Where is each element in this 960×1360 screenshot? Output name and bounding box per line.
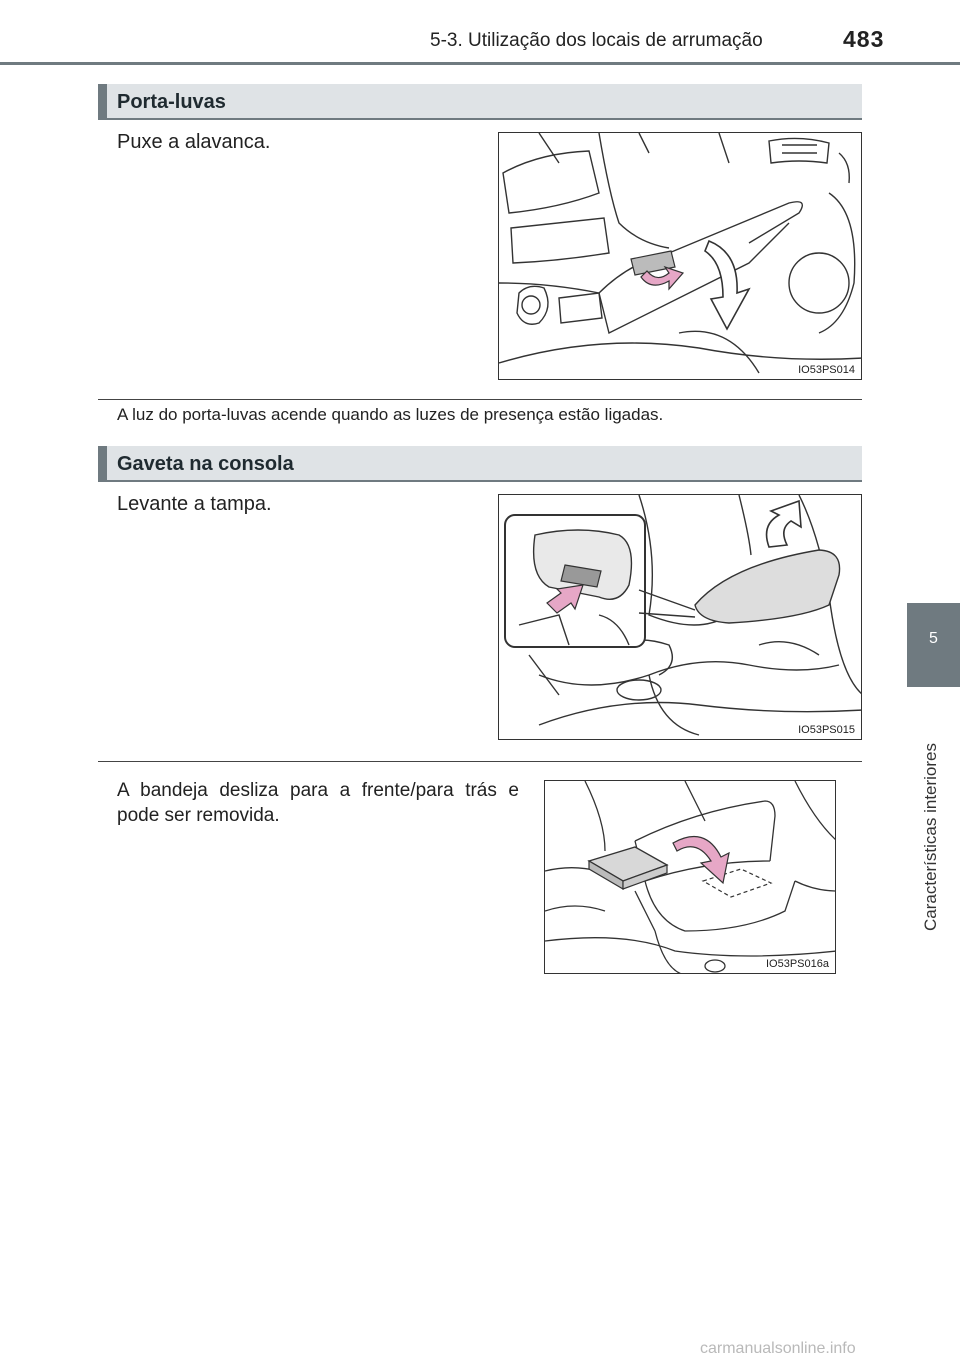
tray-figure (544, 780, 836, 974)
section-bar-console (98, 446, 862, 482)
glovebox-figure (498, 132, 862, 380)
page-number: 483 (843, 26, 885, 52)
glovebox-note: A luz do porta-luvas acende quando as luzes de presença estão ligadas. (117, 405, 664, 424)
section-bar-glovebox (98, 84, 862, 120)
console-instruction: Levante a tampa. (117, 493, 272, 515)
console-tray-text: A bandeja desliza para a frente/para trás e pode ser removida. (117, 780, 519, 826)
divider-console (98, 761, 862, 762)
divider-glovebox (98, 399, 862, 400)
chapter-tab-number: 5 (929, 630, 938, 647)
console-figure (498, 494, 862, 740)
header-rule (0, 62, 960, 65)
tray-figure-code: IO53PS016a (766, 958, 829, 970)
console-illustration (499, 495, 862, 740)
tray-illustration (545, 781, 836, 974)
glovebox-instruction: Puxe a alavanca. (117, 131, 271, 153)
chapter-tab-label-wrap (907, 695, 960, 935)
chapter-tab-label: Características interiores (921, 742, 940, 931)
header-section-title: 5-3. Utilização dos locais de arrumação (430, 30, 763, 51)
glovebox-illustration (499, 133, 862, 380)
section-title-glovebox: Porta-luvas (117, 91, 226, 113)
console-figure-code: IO53PS015 (798, 724, 855, 736)
glovebox-figure-code: IO53PS014 (798, 364, 855, 376)
footer-watermark[interactable]: carmanualsonline.info (700, 1340, 856, 1357)
section-title-console: Gaveta na consola (117, 453, 294, 475)
